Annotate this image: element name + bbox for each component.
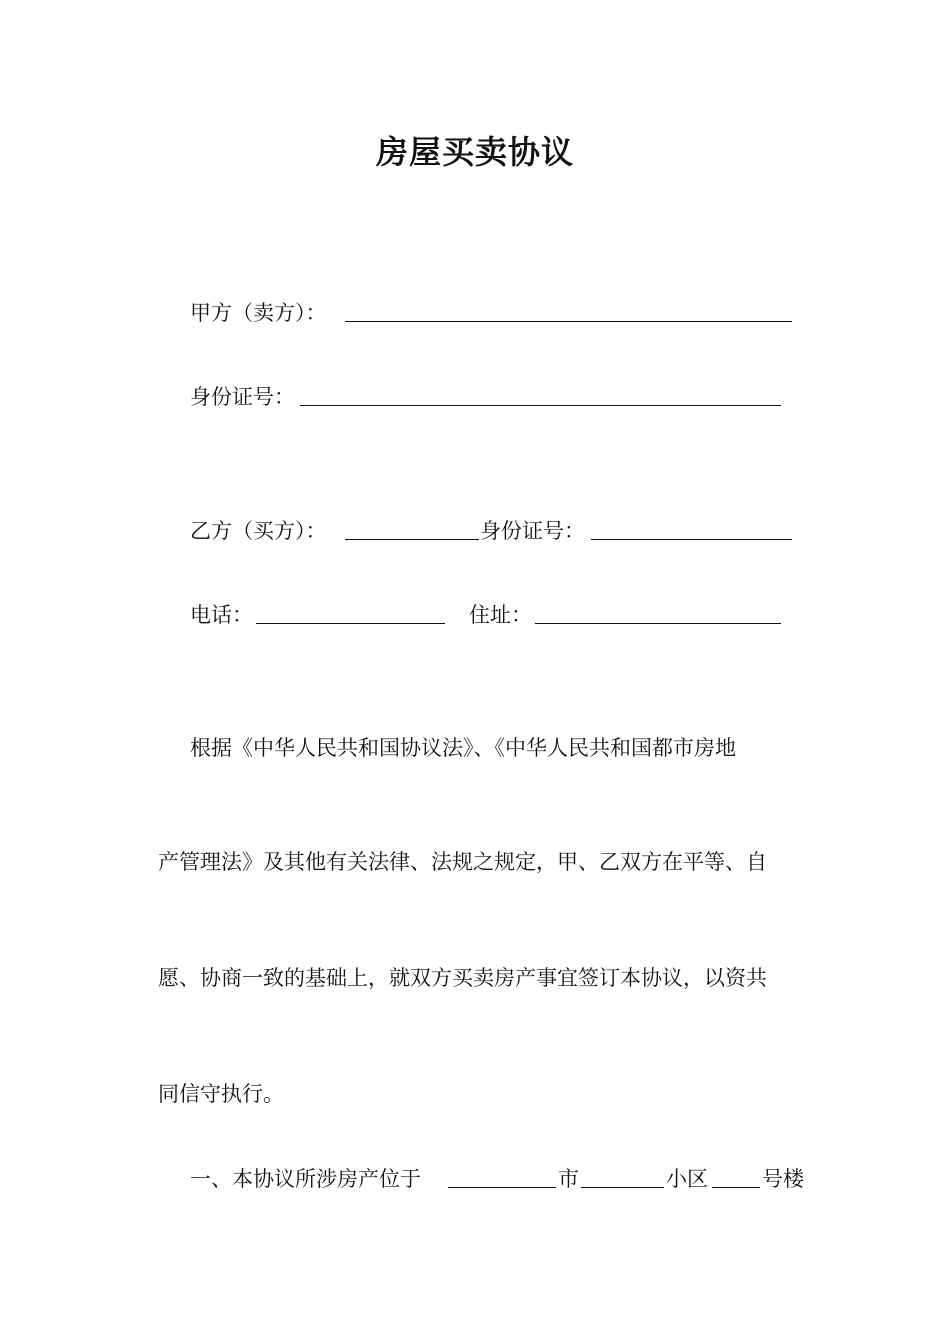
clause-1-community-label: 小区 xyxy=(666,1167,708,1191)
party-a-id-label: 身份证号： xyxy=(190,385,295,409)
clause-1-building-label: 号楼 xyxy=(762,1167,804,1191)
preamble-line-2: 产管理法》及其他有关法律、法规之规定，甲、乙双方在平等、自 xyxy=(158,850,767,874)
party-b-id-label: 身份证号： xyxy=(480,519,585,543)
party-b-phone-blank[interactable] xyxy=(256,623,445,624)
clause-1-city-blank[interactable] xyxy=(448,1187,556,1188)
party-b-phone-label: 电话： xyxy=(190,603,253,627)
clause-1-prefix: 一、本协议所涉房产位于 xyxy=(190,1167,421,1191)
preamble-line-3: 愿、协商一致的基础上，就双方买卖房产事宜签订本协议，以资共 xyxy=(158,966,767,990)
party-a-id-blank[interactable] xyxy=(300,405,781,406)
party-b-address-blank[interactable] xyxy=(535,623,781,624)
party-a-name-blank[interactable] xyxy=(345,321,792,322)
party-b-name-blank[interactable] xyxy=(345,539,479,540)
preamble-line-1: 根据《中华人民共和国协议法》、《中华人民共和国都市房地 xyxy=(190,736,736,760)
document-title: 房屋买卖协议 xyxy=(375,133,574,171)
party-b-address-label: 住址： xyxy=(469,603,532,627)
party-b-label: 乙方（买方）： xyxy=(190,519,327,543)
clause-1-community-blank[interactable] xyxy=(581,1187,664,1188)
clause-1-city-label: 市 xyxy=(558,1167,579,1191)
preamble-line-4: 同信守执行。 xyxy=(158,1082,284,1106)
clause-1-building-blank[interactable] xyxy=(712,1187,760,1188)
party-b-id-blank[interactable] xyxy=(591,539,792,540)
party-a-label: 甲方（卖方）： xyxy=(190,301,327,325)
